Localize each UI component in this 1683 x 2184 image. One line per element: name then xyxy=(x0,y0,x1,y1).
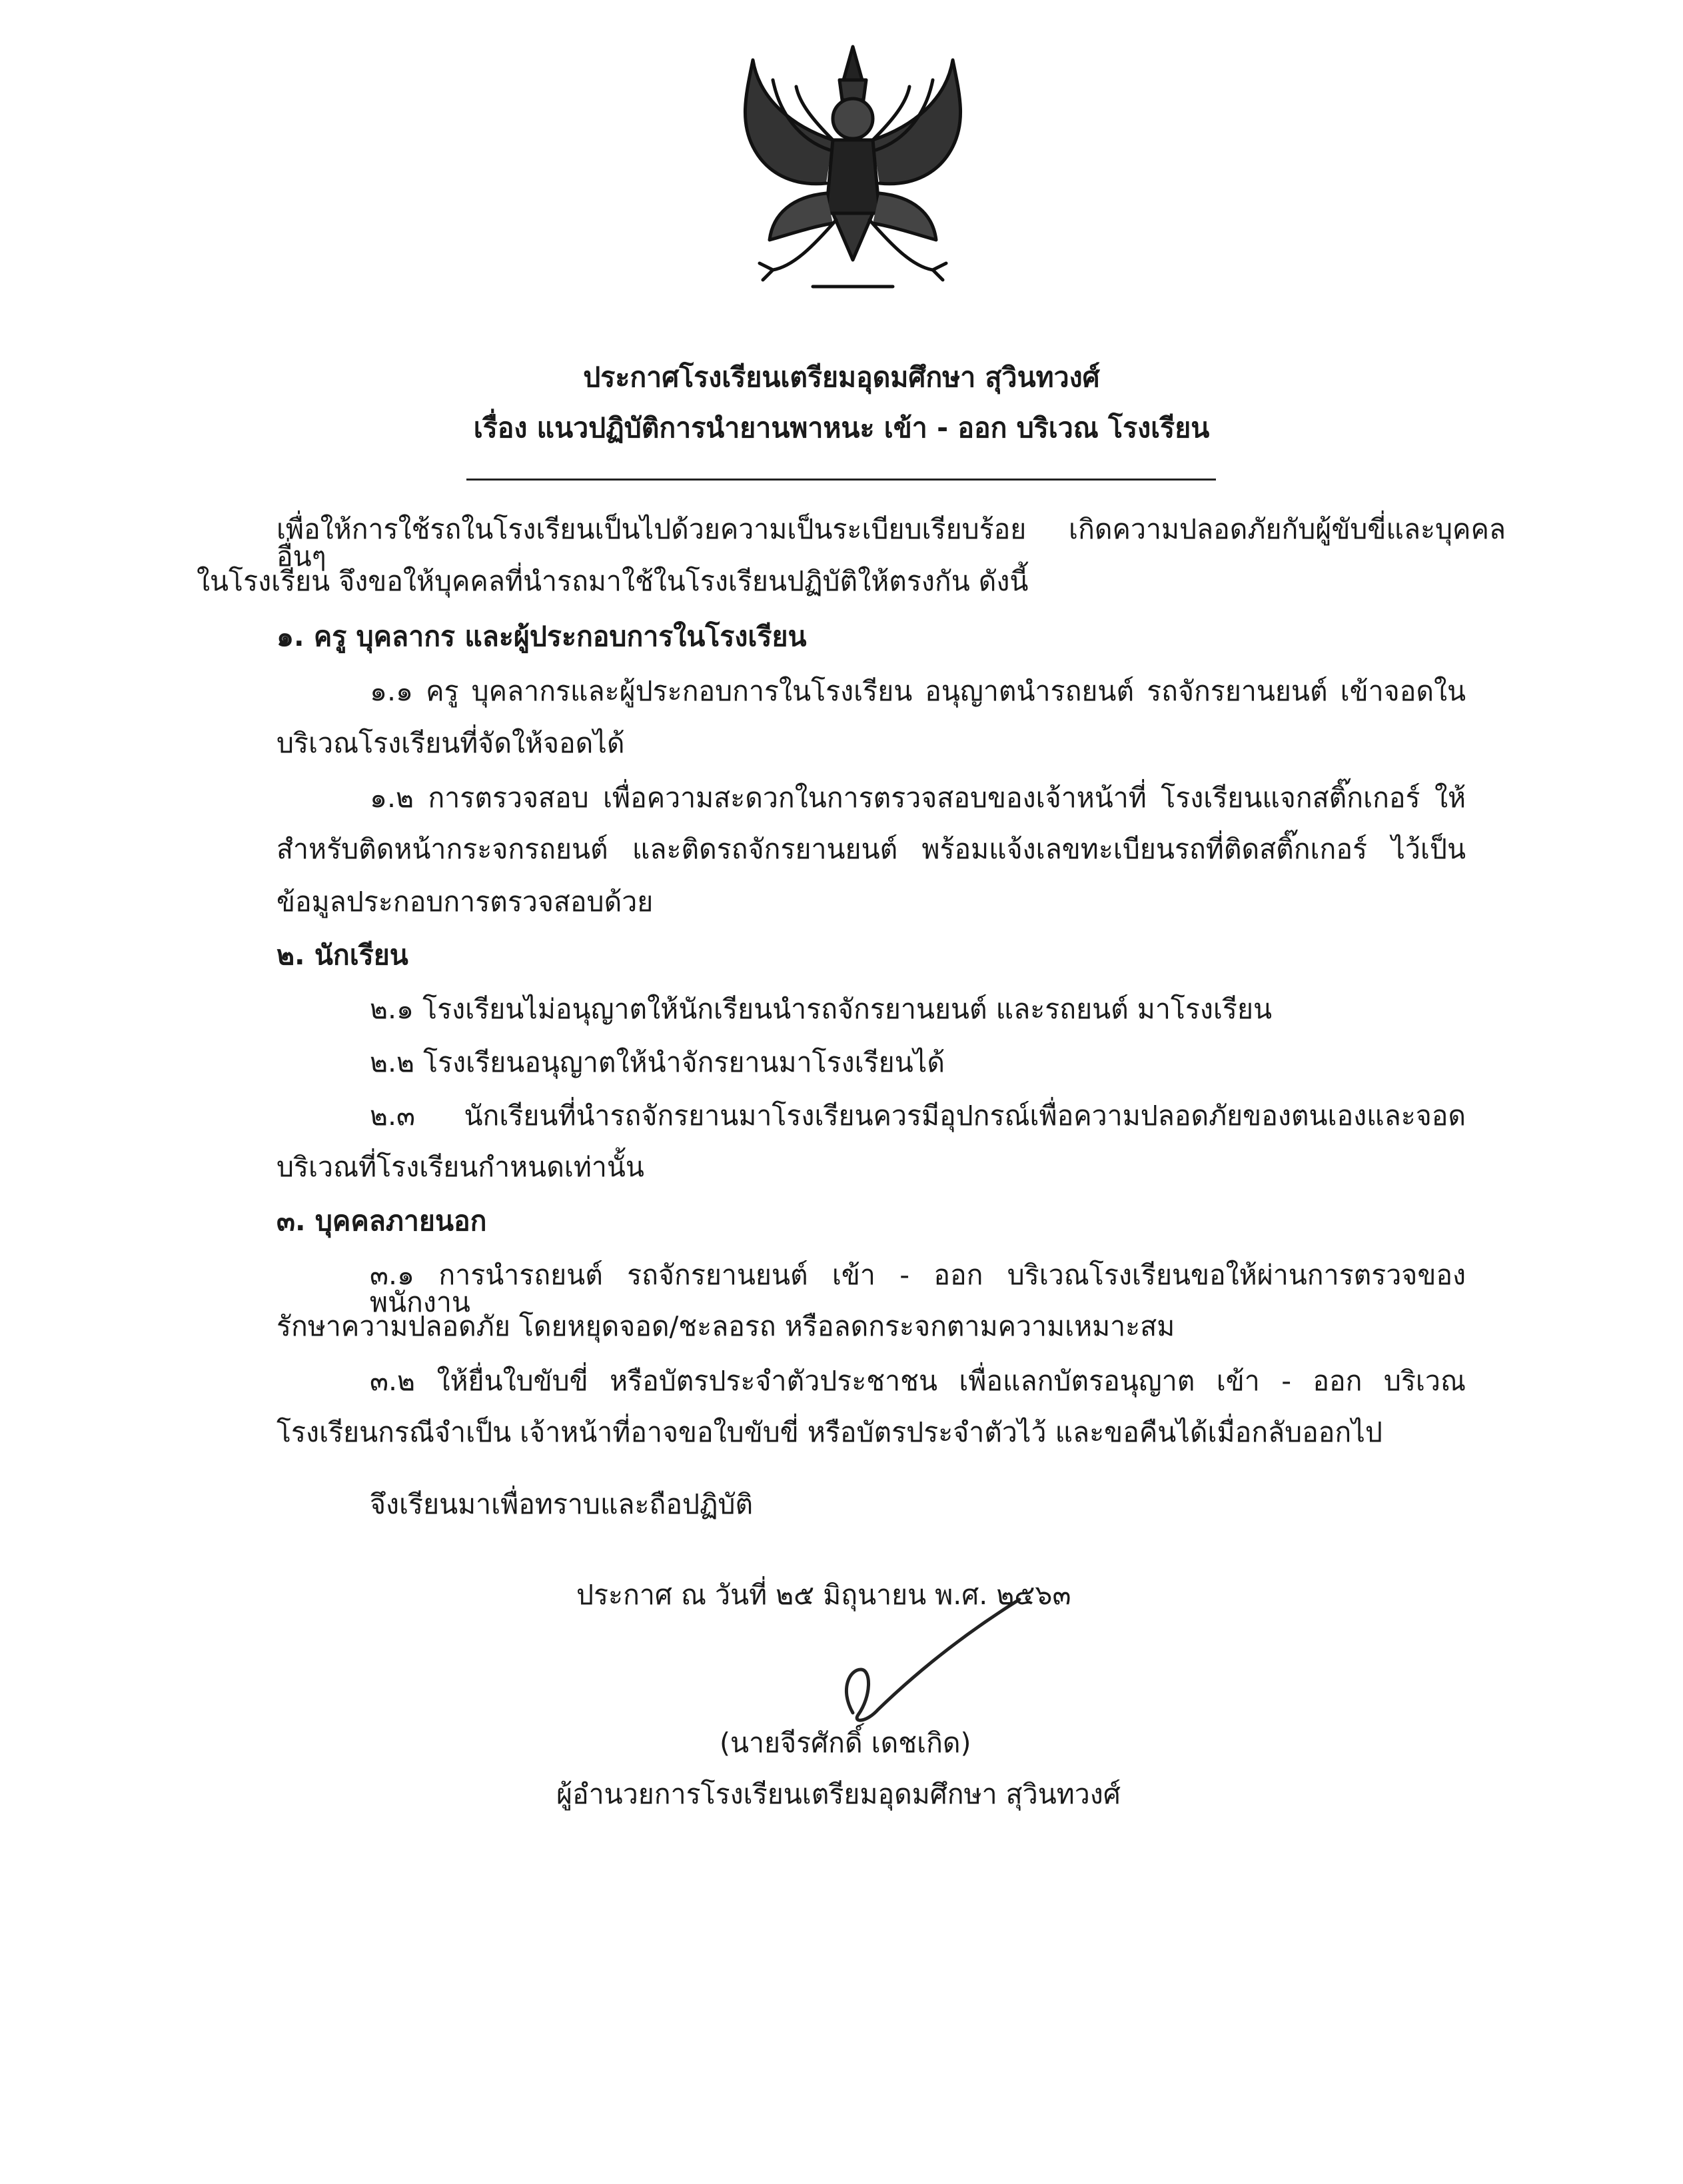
announcement-title: ประกาศโรงเรียนเตรียมอุดมศึกษา สุวินทวงศ์ xyxy=(583,361,1100,393)
section-1-heading: ๑. ครู บุคลากร และผู้ประกอบการในโรงเรียน xyxy=(277,620,807,652)
announcement-date: ประกาศ ณ วันที่ ๒๕ มิถุนายน พ.ศ. ๒๕๖๓ xyxy=(576,1579,1071,1611)
intro-line-1: เพื่อให้การใช้รถในโรงเรียนเป็นไปด้วยความเป็นระเบียบเรียบร้อย เกิดความปลอดภัยกับผู้ขับขี่และบุคคลอื่นๆ xyxy=(277,513,1506,572)
section-3-item-2-line-1: ๓.๒ ให้ยื่นใบขับขี่ หรือบัตรประจำตัวประชาชน เพื่อแลกบัตรอนุญาต เข้า - ออก บริเวณ xyxy=(370,1365,1466,1397)
section-1-item-2-line-2: สำหรับติดหน้ากระจกรถยนต์ และติดรถจักรยานยนต์ พร้อมแจ้งเลขทะเบียนรถที่ติดสติ๊กเกอร์ ไว้เป็น xyxy=(277,833,1466,865)
section-2-item-2: ๒.๒ โรงเรียนอนุญาตให้นำจักรยานมาโรงเรียนได้ xyxy=(370,1046,945,1078)
section-3-heading: ๓. บุคคลภายนอก xyxy=(277,1205,487,1237)
title-divider xyxy=(466,479,1216,481)
section-1-item-1-line-1: ๑.๑ ครู บุคลากรและผู้ประกอบการในโรงเรียน อนุญาตนำรถยนต์ รถจักรยานยนต์ เข้าจอดใน xyxy=(370,675,1466,707)
garuda-emblem-icon xyxy=(733,40,973,307)
intro-line-2: ในโรงเรียน จึงขอให้บุคคลที่นำรถมาใช้ในโรงเรียนปฏิบัติให้ตรงกัน ดังนี้ xyxy=(197,565,1029,597)
section-2-item-3-line-1: ๒.๓ นักเรียนที่นำรถจักรยานมาโรงเรียนควรมีอุปกรณ์เพื่อความปลอดภัยของตนเองและจอด xyxy=(370,1100,1466,1132)
section-3-item-1-line-1: ๓.๑ การนำรถยนต์ รถจักรยานยนต์ เข้า - ออก บริเวณโรงเรียนขอให้ผ่านการตรวจของพนักงาน xyxy=(370,1259,1466,1318)
signer-position: ผู้อำนวยการโรงเรียนเตรียมอุดมศึกษา สุวินทวงศ์ xyxy=(556,1778,1121,1810)
section-2-item-1: ๒.๑ โรงเรียนไม่อนุญาตให้นักเรียนนำรถจักรยานยนต์ และรถยนต์ มาโรงเรียน xyxy=(370,993,1273,1025)
signer-name: (นายจีรศักดิ์ เดชเกิด) xyxy=(720,1727,971,1759)
closing-statement: จึงเรียนมาเพื่อทราบและถือปฏิบัติ xyxy=(370,1488,754,1520)
announcement-subject: เรื่อง แนวปฏิบัติการนำยานพาหนะ เข้า - ออก บริเวณ โรงเรียน xyxy=(473,412,1210,444)
section-2-heading: ๒. นักเรียน xyxy=(277,939,408,971)
section-3-item-1-line-2: รักษาความปลอดภัย โดยหยุดจอด/ชะลอรถ หรือลดกระจกตามความเหมาะสม xyxy=(277,1310,1175,1342)
section-3-item-2-line-2: โรงเรียนกรณีจำเป็น เจ้าหน้าที่อาจขอใบขับขี่ หรือบัตรประจำตัวไว้ และขอคืนได้เมื่อกลับออกไป xyxy=(277,1416,1383,1448)
section-1-item-2-line-1: ๑.๒ การตรวจสอบ เพื่อความสะดวกในการตรวจสอบของเจ้าหน้าที่ โรงเรียนแจกสติ๊กเกอร์ ให้ xyxy=(370,782,1466,814)
section-2-item-3-line-2: บริเวณที่โรงเรียนกำหนดเท่านั้น xyxy=(277,1151,644,1183)
section-1-item-1-line-2: บริเวณโรงเรียนที่จัดให้จอดได้ xyxy=(277,727,625,759)
section-1-item-2-line-3: ข้อมูลประกอบการตรวจสอบด้วย xyxy=(277,886,654,918)
handwritten-signature-icon xyxy=(786,1596,1039,1729)
